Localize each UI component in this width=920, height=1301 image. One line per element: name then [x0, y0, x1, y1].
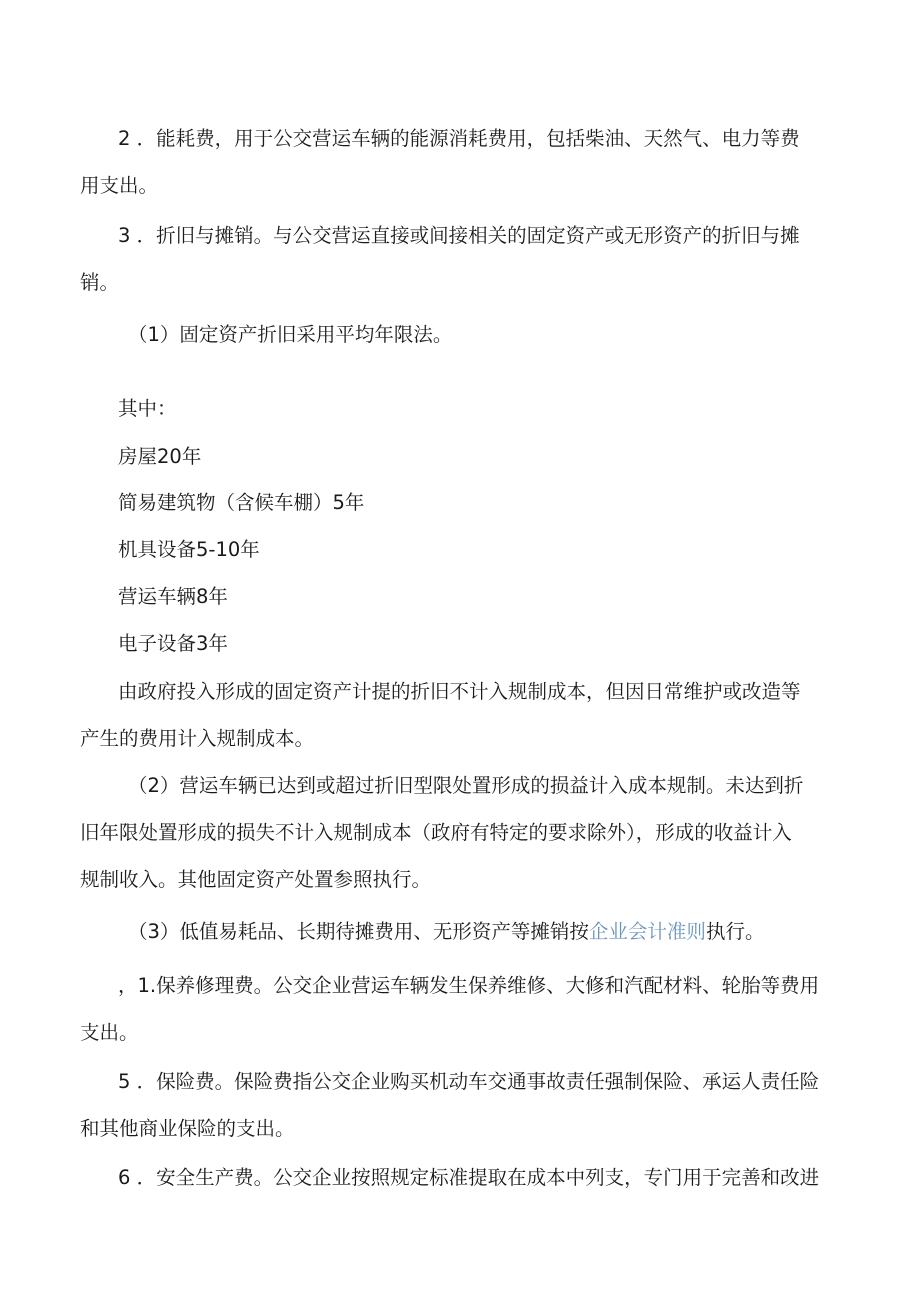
paragraph-depreciation-line-1: 3 ．折旧与摊销。与公交营运直接或间接相关的固定资产或无形资产的折旧与摊: [118, 224, 800, 247]
sub-item-3: [128, 920, 764, 944]
paragraph-insurance-line-2: 和其他商业保险的支出。: [80, 1117, 295, 1140]
list-item: 机具设备5-10年: [118, 538, 260, 561]
list-item: 电子设备3年: [118, 632, 228, 655]
sub-item-1: （1）固定资产折旧采用平均年限法。: [128, 323, 453, 346]
sub-item-2-line-2: 旧年限处置形成的损失不计入规制成本（政府有特定的要求除外），形成的收益计入: [80, 821, 792, 844]
paragraph-energy-line-2: 用支出。: [80, 174, 159, 197]
list-item: 简易建筑物（含候车棚）5年: [118, 491, 365, 514]
sub-item-3-suffix: 执行。: [705, 920, 765, 943]
sub-item-2-line-3: 规制收入。其他固定资产处置参照执行。: [80, 868, 432, 891]
paragraph-insurance-line-1: 5 ．保险费。保险费指公交企业购买机动车交通事故责任强制保险、承运人责任险: [118, 1070, 820, 1093]
paragraph-maintenance-line-2: 支出。: [80, 1021, 139, 1044]
sub-item-2-line-1: （2）营运车辆已达到或超过折旧型限处置形成的损益计入成本规制。未达到折: [128, 774, 804, 797]
paragraph-maintenance-line-1: ，1.保养修理费。公交企业营运车辆发生保养维修、大修和汽配材料、轮胎等费用: [118, 974, 820, 997]
accounting-standards-link[interactable]: 企业会计准则: [588, 920, 706, 943]
list-item: 房屋20年: [118, 445, 202, 468]
paragraph-depreciation-line-2: 销。: [80, 271, 120, 294]
paragraph-government-line-2: 产生的费用计入规制成本。: [80, 727, 315, 750]
list-item: 营运车辆8年: [118, 585, 228, 608]
list-heading: 其中：: [118, 397, 177, 420]
paragraph-government-line-1: 由政府投入形成的固定资产计提的折旧不计入规制成本，但因日常维护或改造等: [118, 680, 801, 703]
paragraph-energy-line-1: 2 ．能耗费，用于公交营运车辆的能源消耗费用，包括柴油、天然气、电力等费: [118, 127, 800, 150]
sub-item-3-prefix: （3）低值易耗品、长期待摊费用、无形资产等摊销按: [128, 920, 589, 943]
paragraph-safety-line-1: 6 ．安全生产费。公交企业按照规定标准提取在成本中列支，专门用于完善和改进: [118, 1166, 820, 1189]
